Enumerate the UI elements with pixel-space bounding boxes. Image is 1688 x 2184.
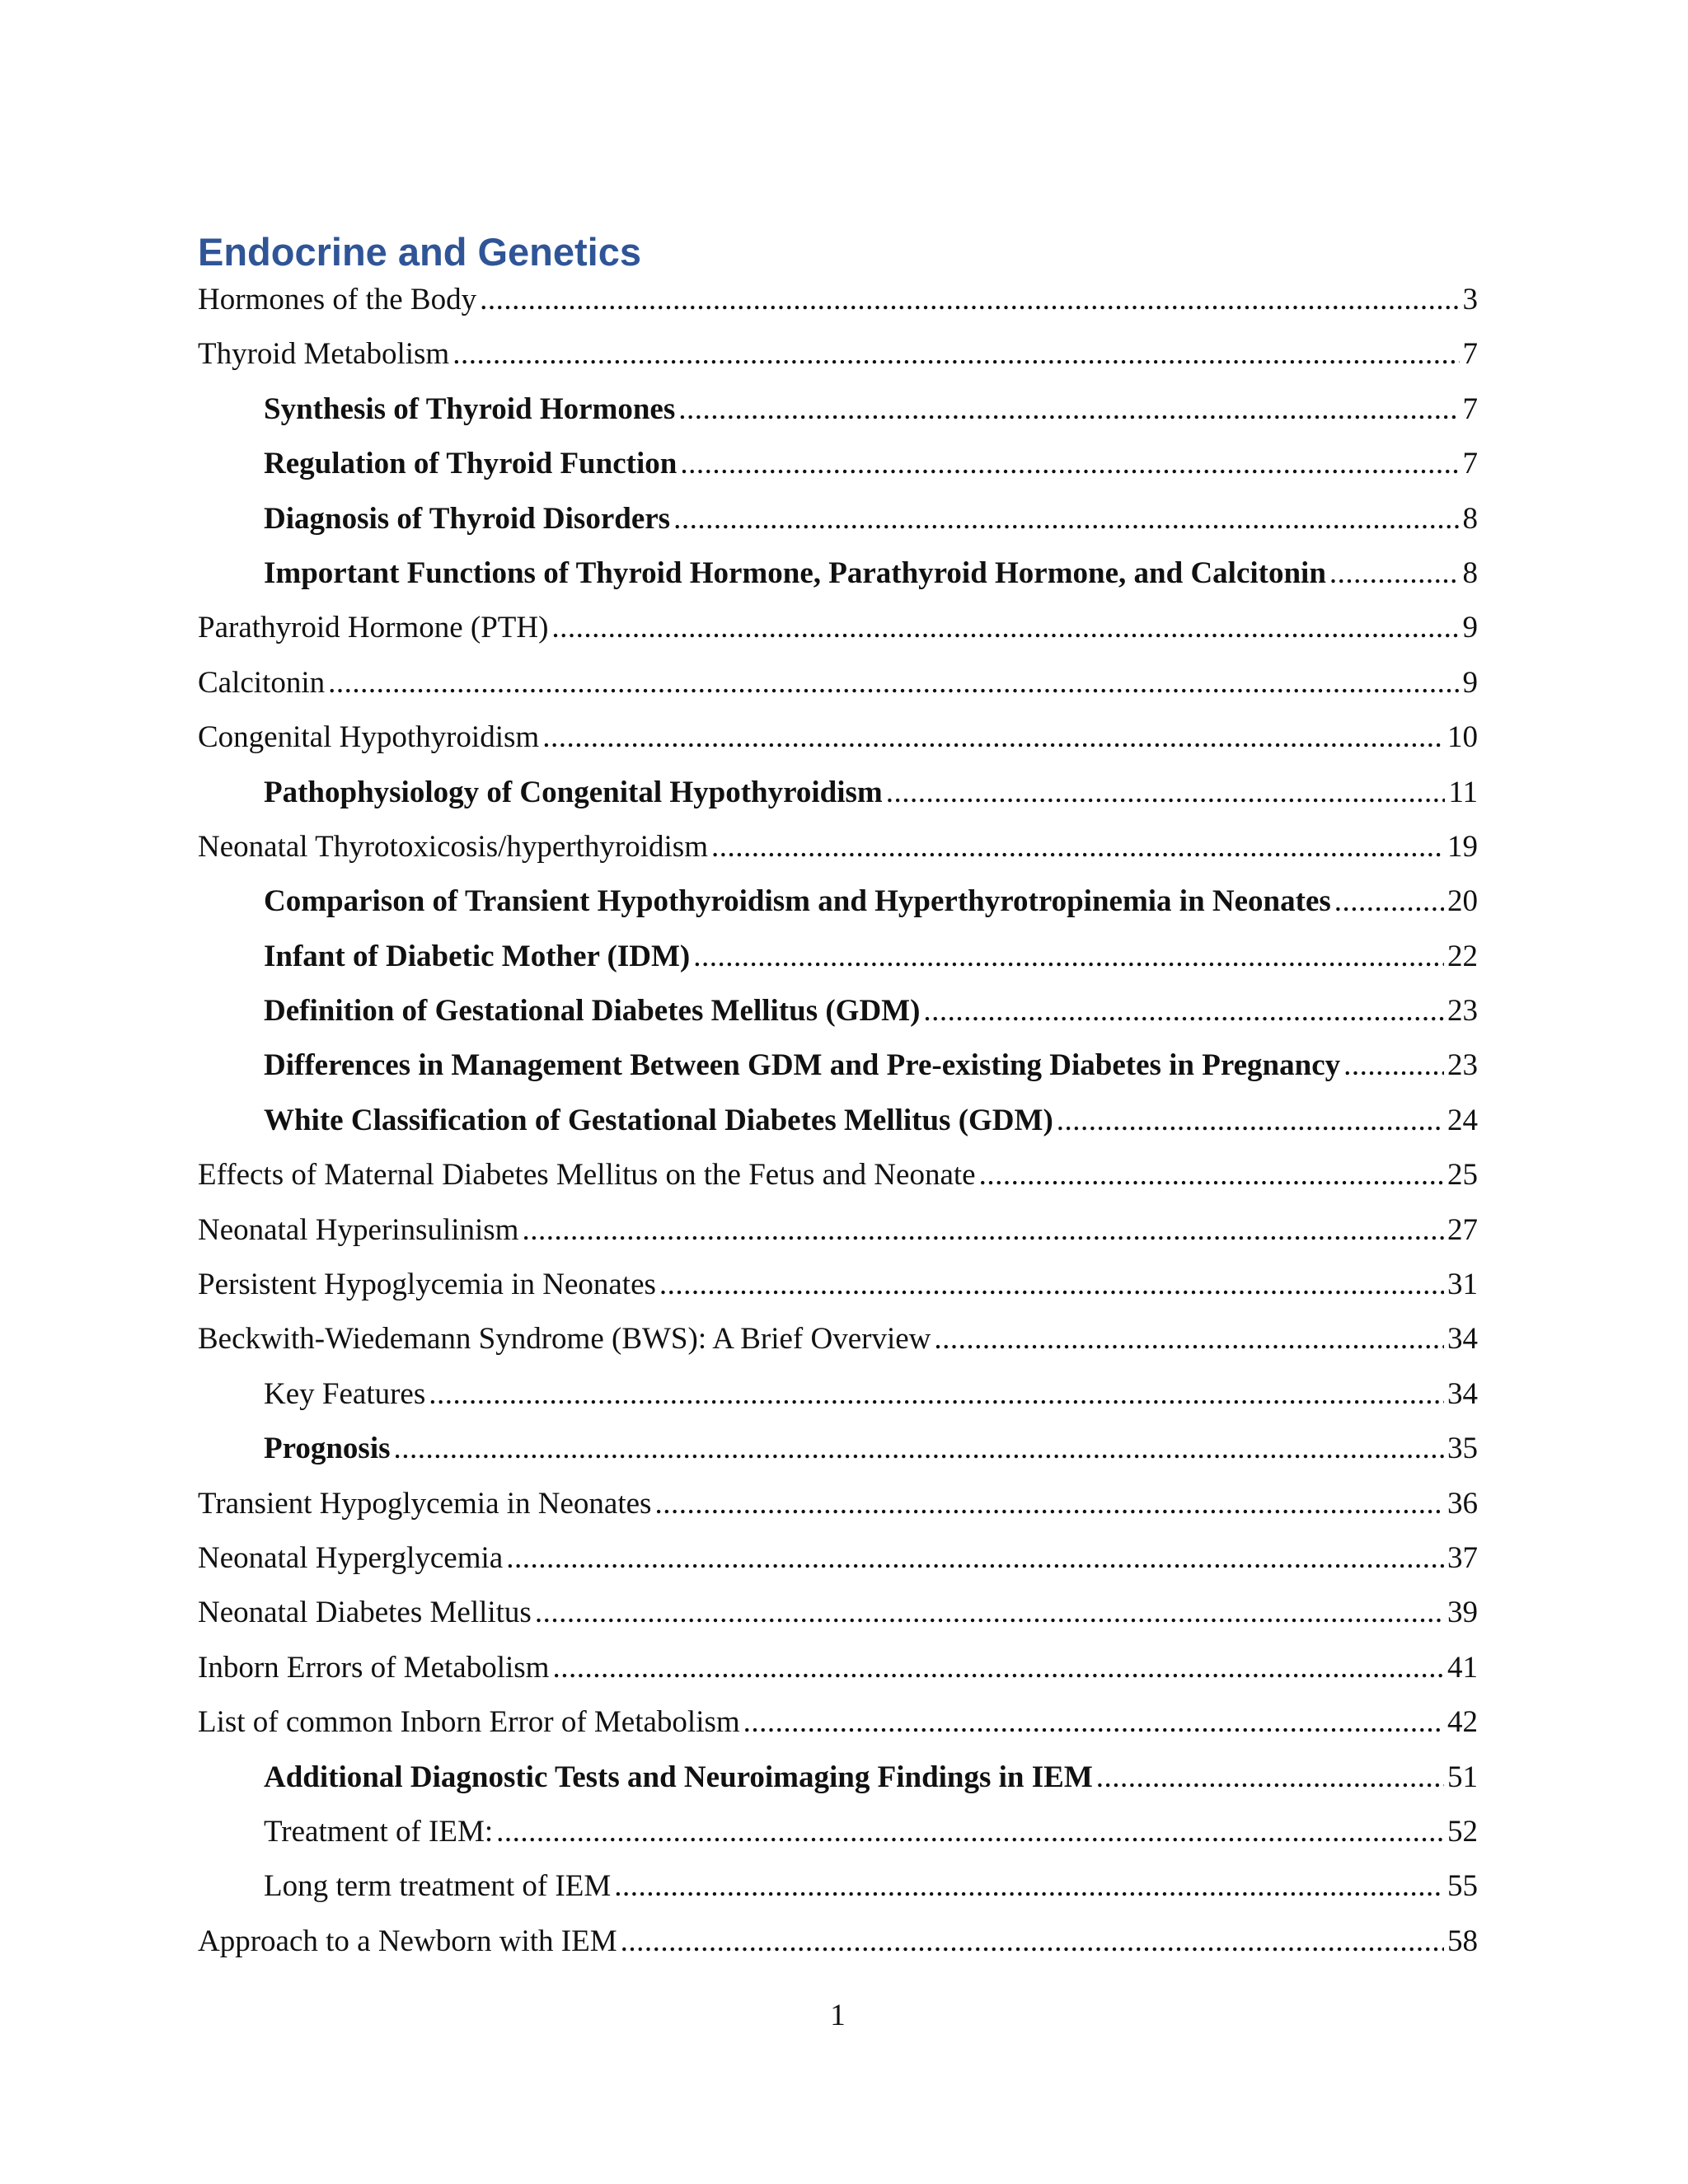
toc-entry-title: Synthesis of Thyroid Hormones xyxy=(264,391,676,426)
dot-leader xyxy=(551,607,1459,649)
toc-entry-page: 36 xyxy=(1447,1486,1478,1521)
toc-entry-page: 22 xyxy=(1447,939,1478,973)
table-of-contents xyxy=(198,279,1478,1975)
toc-entry-page: 25 xyxy=(1447,1158,1478,1193)
toc-entry-title: Inborn Errors of Metabolism xyxy=(198,1650,550,1685)
toc-entry[interactable] xyxy=(198,1537,1478,1591)
dot-leader xyxy=(654,1483,1444,1526)
page-number: 1 xyxy=(830,1999,846,2032)
toc-entry-title: Effects of Maternal Diabetes Mellitus on the Fetus and Neonate xyxy=(198,1158,976,1193)
dot-leader xyxy=(614,1865,1444,1908)
dot-leader xyxy=(496,1811,1444,1854)
toc-entry[interactable] xyxy=(198,1591,1478,1646)
dot-leader xyxy=(886,771,1446,814)
dot-leader xyxy=(673,498,1459,541)
toc-entry-title: Regulation of Thyroid Function xyxy=(264,447,678,481)
dot-leader xyxy=(429,1373,1444,1416)
toc-entry-page: 31 xyxy=(1447,1268,1478,1302)
dot-leader xyxy=(328,662,1459,705)
toc-entry[interactable] xyxy=(198,443,1478,497)
toc-entry[interactable] xyxy=(198,1099,1478,1154)
toc-entry-page: 19 xyxy=(1447,829,1478,864)
toc-entry-title: Neonatal Diabetes Mellitus xyxy=(198,1596,532,1630)
toc-entry[interactable] xyxy=(198,1811,1478,1865)
toc-entry-page: 41 xyxy=(1447,1650,1478,1685)
toc-entry-title: Key Features xyxy=(264,1376,426,1411)
toc-entry-page: 37 xyxy=(1447,1540,1478,1575)
toc-entry-title: Diagnosis of Thyroid Disorders xyxy=(264,501,671,536)
dot-leader xyxy=(979,1154,1444,1197)
toc-entry-page: 27 xyxy=(1447,1212,1478,1247)
toc-entry[interactable] xyxy=(198,1044,1478,1099)
dot-leader xyxy=(1096,1756,1444,1799)
dot-leader xyxy=(680,443,1459,485)
toc-entry-title: Transient Hypoglycemia in Neonates xyxy=(198,1486,652,1521)
dot-leader xyxy=(522,1209,1444,1252)
toc-entry-title: Comparison of Transient Hypothyroidism and Hyperthyrotropinemia in Neonates xyxy=(264,884,1331,919)
toc-entry[interactable] xyxy=(198,1263,1478,1318)
dot-leader xyxy=(394,1427,1444,1470)
dot-leader xyxy=(1057,1099,1444,1142)
dot-leader xyxy=(743,1701,1444,1744)
toc-entry-title: Important Functions of Thyroid Hormone, Parathyroid Hormone, and Calcitonin xyxy=(264,555,1326,590)
dot-leader xyxy=(1329,552,1460,595)
toc-entry[interactable] xyxy=(198,552,1478,607)
toc-entry[interactable] xyxy=(198,1756,1478,1811)
toc-entry-page: 23 xyxy=(1447,1048,1478,1083)
toc-entry-page: 55 xyxy=(1447,1869,1478,1904)
toc-entry-title: White Classification of Gestational Diabetes Mellitus (GDM) xyxy=(264,1103,1053,1137)
toc-entry-page: 51 xyxy=(1447,1760,1478,1794)
dot-leader xyxy=(1343,1044,1444,1087)
toc-entry-page: 34 xyxy=(1447,1376,1478,1411)
toc-entry-title: List of common Inborn Error of Metabolism xyxy=(198,1705,740,1740)
toc-entry-title: Hormones of the Body xyxy=(198,283,477,316)
toc-entry-title: Approach to a Newborn with IEM xyxy=(198,1924,617,1958)
toc-entry-title: Definition of Gestational Diabetes Mellitus (GDM) xyxy=(264,994,921,1029)
toc-entry-page: 58 xyxy=(1447,1924,1478,1958)
toc-entry-title: Neonatal Hyperglycemia xyxy=(198,1540,504,1575)
toc-entry[interactable] xyxy=(198,279,1478,333)
toc-entry-title: Neonatal Thyrotoxicosis/hyperthyroidism xyxy=(198,829,708,864)
toc-entry-page: 23 xyxy=(1447,994,1478,1029)
toc-entry[interactable] xyxy=(198,1154,1478,1208)
toc-entry-title: Neonatal Hyperinsulinism xyxy=(198,1212,519,1247)
toc-entry[interactable] xyxy=(198,880,1478,935)
toc-entry[interactable] xyxy=(198,826,1478,880)
toc-entry-page: 20 xyxy=(1447,884,1478,919)
toc-entry-title: Persistent Hypoglycemia in Neonates xyxy=(198,1268,656,1302)
dot-leader xyxy=(711,826,1444,869)
dot-leader xyxy=(923,990,1444,1033)
toc-entry-page: 34 xyxy=(1447,1322,1478,1357)
toc-entry[interactable] xyxy=(198,716,1478,771)
toc-entry-page: 35 xyxy=(1447,1432,1478,1466)
dot-leader xyxy=(552,1647,1444,1690)
toc-entry-page: 7 xyxy=(1462,447,1478,481)
toc-entry-title: Beckwith-Wiedemann Syndrome (BWS): A Brief Overview xyxy=(198,1322,931,1357)
toc-entry[interactable] xyxy=(198,1209,1478,1263)
toc-entry-page: 8 xyxy=(1462,555,1478,590)
toc-entry-title: Parathyroid Hormone (PTH) xyxy=(198,611,549,645)
toc-entry[interactable] xyxy=(198,1483,1478,1537)
toc-entry[interactable] xyxy=(198,1865,1478,1919)
toc-entry-title: Long term treatment of IEM xyxy=(264,1869,612,1904)
toc-entry-page: 11 xyxy=(1448,775,1478,809)
toc-entry-title: Thyroid Metabolism xyxy=(198,337,450,372)
toc-entry-title: Infant of Diabetic Mother (IDM) xyxy=(264,939,691,973)
toc-entry-page: 24 xyxy=(1447,1103,1478,1137)
dot-leader xyxy=(480,279,1459,321)
toc-entry-page: 7 xyxy=(1462,337,1478,372)
toc-entry-title: Differences in Management Between GDM and Pre-existing Diabetes in Pregnancy xyxy=(264,1048,1341,1083)
toc-entry-title: Additional Diagnostic Tests and Neuroimaging Findings in IEM xyxy=(264,1760,1093,1794)
toc-entry-title: Treatment of IEM: xyxy=(264,1814,494,1849)
dot-leader xyxy=(693,935,1444,978)
toc-entry-page: 39 xyxy=(1447,1596,1478,1630)
toc-entry[interactable] xyxy=(198,1427,1478,1482)
toc-entry-title: Calcitonin xyxy=(198,665,326,700)
toc-entry-page: 9 xyxy=(1462,665,1478,700)
toc-entry[interactable] xyxy=(198,1318,1478,1372)
toc-entry[interactable] xyxy=(198,1920,1478,1975)
toc-entry[interactable] xyxy=(198,498,1478,552)
toc-entry[interactable] xyxy=(198,1647,1478,1701)
toc-entry-title: Prognosis xyxy=(264,1432,391,1466)
toc-entry-page: 9 xyxy=(1462,611,1478,645)
toc-entry-page: 3 xyxy=(1462,283,1478,316)
toc-entry[interactable] xyxy=(198,1701,1478,1755)
toc-entry-title: Congenital Hypothyroidism xyxy=(198,720,540,755)
toc-entry[interactable] xyxy=(198,935,1478,990)
dot-leader xyxy=(535,1591,1444,1634)
toc-entry-page: 52 xyxy=(1447,1814,1478,1849)
toc-entry[interactable] xyxy=(198,333,1478,387)
dot-leader xyxy=(659,1263,1444,1306)
dot-leader xyxy=(1334,880,1444,923)
toc-entry-page: 7 xyxy=(1462,391,1478,426)
toc-entry-page: 42 xyxy=(1447,1705,1478,1740)
toc-entry[interactable] xyxy=(198,662,1478,716)
dot-leader xyxy=(621,1920,1444,1963)
dot-leader xyxy=(452,333,1459,376)
dot-leader xyxy=(506,1537,1444,1580)
toc-entry-title: Pathophysiology of Congenital Hypothyroidism xyxy=(264,775,883,809)
toc-entry[interactable] xyxy=(198,388,1478,443)
section-heading: Endocrine and Genetics xyxy=(198,230,642,274)
toc-entry[interactable] xyxy=(198,771,1478,826)
dot-leader xyxy=(934,1318,1444,1361)
toc-entry-page: 10 xyxy=(1447,720,1478,755)
dot-leader xyxy=(678,388,1459,431)
dot-leader xyxy=(542,716,1444,759)
toc-entry[interactable] xyxy=(198,1373,1478,1427)
toc-entry[interactable] xyxy=(198,607,1478,661)
toc-entry[interactable] xyxy=(198,990,1478,1044)
toc-entry-page: 8 xyxy=(1462,501,1478,536)
